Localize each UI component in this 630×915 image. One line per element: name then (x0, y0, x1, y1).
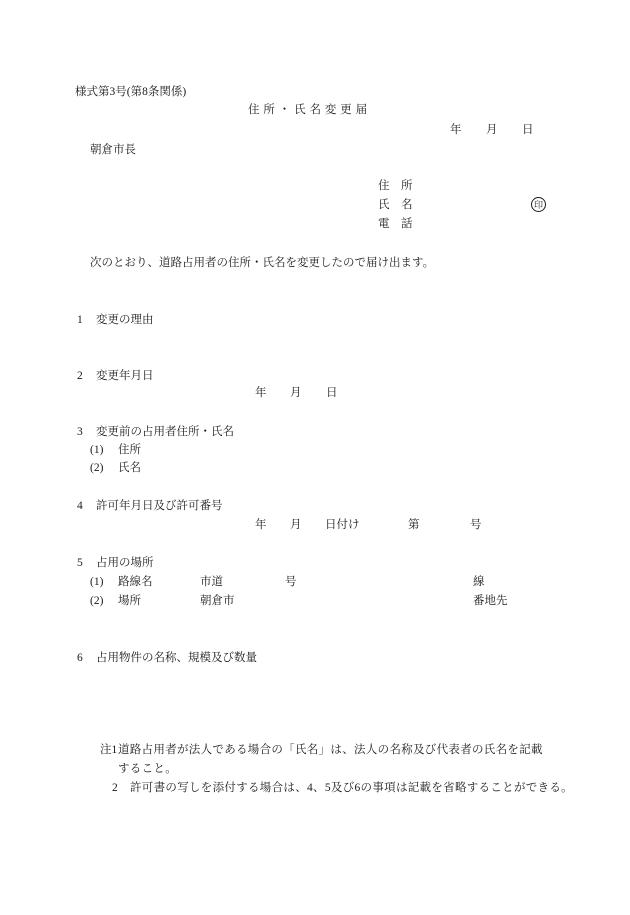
section-number: 3 (77, 426, 83, 438)
permit-number-prefix: 第 (408, 519, 420, 531)
place-suffix: 番地先 (473, 595, 508, 607)
sub-item-number: (1) (90, 576, 104, 588)
section-number: 6 (77, 652, 83, 664)
statement-text: 次のとおり、道路占用者の住所・氏名を変更したので届け出ます。 (90, 257, 435, 269)
section-label: 許可年月日及び許可番号 (96, 500, 223, 512)
change-date-day: 日 (326, 387, 338, 399)
sub-item-number: (2) (90, 462, 104, 474)
sub-item-number: (1) (90, 444, 104, 456)
section-label: 変更前の占用者住所・氏名 (96, 426, 234, 438)
permit-number-suffix: 号 (470, 519, 482, 531)
route-name-label: 路線名 (118, 576, 153, 588)
change-date-year: 年 (255, 387, 267, 399)
sub-item-number: (2) (90, 595, 104, 607)
section-number: 1 (77, 314, 83, 326)
route-line-suffix: 線 (473, 576, 485, 588)
submission-date-month: 月 (486, 124, 498, 136)
note-text: 許可書の写しを添付する場合は、4、5及び6の事項は記載を省略することができる。 (130, 782, 573, 794)
seal-mark: 印 (531, 197, 546, 212)
section-label: 変更年月日 (96, 370, 154, 382)
previous-name-label: 氏名 (118, 462, 141, 474)
submission-date-year: 年 (450, 124, 462, 136)
change-date-month: 月 (290, 387, 302, 399)
section-number: 5 (77, 557, 83, 569)
applicant-phone-label: 電 話 (378, 218, 413, 230)
form-title: 住 所 ・ 氏 名 変 更 届 (248, 104, 368, 116)
section-label: 変更の理由 (96, 314, 154, 326)
applicant-address-label: 住 所 (378, 180, 413, 192)
place-prefix: 朝倉市 (200, 595, 235, 607)
section-label: 占用の場所 (96, 557, 154, 569)
applicant-name-label: 氏 名 (378, 199, 413, 211)
form-number: 様式第3号(第8条関係) (75, 86, 187, 98)
section-label: 占用物件の名称、規模及び数量 (96, 652, 257, 664)
section-number: 2 (77, 370, 83, 382)
note-marker: 注1 (100, 744, 118, 756)
section-number: 4 (77, 500, 83, 512)
permit-date-year: 年 (255, 519, 267, 531)
permit-date-day: 日付け (325, 519, 360, 531)
permit-date-month: 月 (290, 519, 302, 531)
place-label: 場所 (118, 595, 141, 607)
submission-date-day: 日 (522, 124, 534, 136)
route-number-suffix: 号 (285, 576, 297, 588)
note-text: 道路占用者が法人である場合の「氏名」は、法人の名称及び代表者の氏名を記載 (118, 744, 543, 756)
route-prefix: 市道 (200, 576, 223, 588)
previous-address-label: 住所 (118, 444, 141, 456)
note-text-continuation: すること。 (118, 763, 177, 775)
note-marker: 2 (112, 782, 118, 794)
addressee: 朝倉市長 (90, 144, 136, 156)
